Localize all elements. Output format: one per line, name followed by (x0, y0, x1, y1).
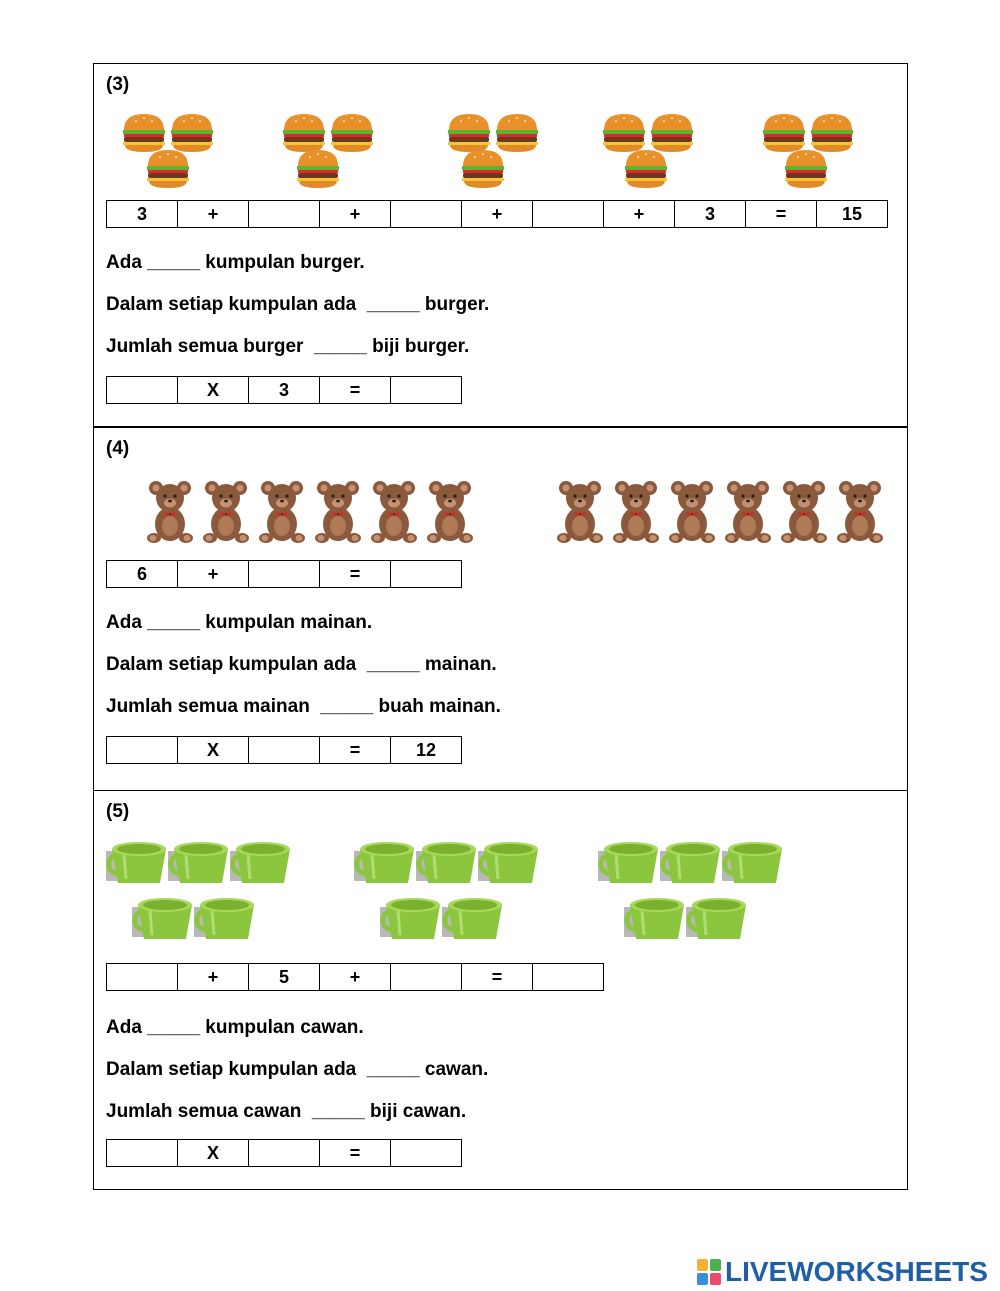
total-question: Jumlah semua mainan _____ buah mainan. (106, 696, 501, 717)
multiplication-answer-box[interactable] (390, 1139, 462, 1167)
addition-equation (106, 200, 888, 228)
addition-operator: + (177, 963, 249, 991)
addition-operator: + (603, 200, 675, 228)
teddy-bear-groups-image (146, 478, 906, 548)
addition-answer-box[interactable] (390, 200, 462, 228)
question-number: (3) (106, 74, 130, 95)
multiplication-answer-box[interactable] (390, 376, 462, 404)
burger-groups-image (122, 112, 882, 192)
addition-answer-box[interactable] (106, 963, 178, 991)
addition-cell: 3 (106, 200, 178, 228)
multiplication-equals: = (319, 376, 391, 404)
addition-cell: 6 (106, 560, 178, 588)
addition-cell: 5 (248, 963, 320, 991)
multiplication-equation (106, 736, 462, 764)
multiplication-result: 12 (390, 736, 462, 764)
logo-text: LIVEWORKSHEETS (725, 1256, 988, 1287)
per-group-question: Dalam setiap kumpulan ada _____ mainan. (106, 654, 497, 675)
question-number: (5) (106, 801, 130, 822)
logo-icon (697, 1259, 721, 1285)
per-group-question: Dalam setiap kumpulan ada _____ burger. (106, 294, 490, 315)
multiplication-cell: 3 (248, 376, 320, 404)
addition-total: 15 (816, 200, 888, 228)
question-4 (93, 427, 908, 791)
multiplication-answer-box[interactable] (106, 376, 178, 404)
multiplication-equals: = (319, 736, 391, 764)
multiplication-answer-box[interactable] (106, 736, 178, 764)
addition-answer-box[interactable] (248, 560, 320, 588)
multiplication-operator: X (177, 1139, 249, 1167)
addition-operator: + (177, 200, 249, 228)
addition-equation (106, 560, 462, 588)
groups-question: Ada _____ kumpulan cawan. (106, 1017, 364, 1038)
multiplication-operator: X (177, 736, 249, 764)
addition-equals: = (461, 963, 533, 991)
groups-question: Ada _____ kumpulan mainan. (106, 612, 373, 633)
question-5 (93, 790, 908, 1190)
addition-cell: 3 (674, 200, 746, 228)
liveworksheets-logo (697, 1256, 988, 1288)
addition-equals: = (745, 200, 817, 228)
addition-answer-box[interactable] (390, 963, 462, 991)
groups-question: Ada _____ kumpulan burger. (106, 252, 365, 273)
addition-answer-box[interactable] (390, 560, 462, 588)
question-number: (4) (106, 438, 130, 459)
addition-operator: + (319, 200, 391, 228)
question-3 (93, 63, 908, 427)
per-group-question: Dalam setiap kumpulan ada _____ cawan. (106, 1059, 489, 1080)
total-question: Jumlah semua cawan _____ biji cawan. (106, 1101, 467, 1122)
multiplication-equals: = (319, 1139, 391, 1167)
multiplication-operator: X (177, 376, 249, 404)
addition-operator: + (177, 560, 249, 588)
addition-equals: = (319, 560, 391, 588)
multiplication-equation (106, 1139, 462, 1167)
addition-equation (106, 963, 604, 991)
total-question: Jumlah semua burger _____ biji burger. (106, 336, 470, 357)
multiplication-answer-box[interactable] (248, 736, 320, 764)
multiplication-equation (106, 376, 462, 404)
addition-operator: + (461, 200, 533, 228)
multiplication-answer-box[interactable] (248, 1139, 320, 1167)
cup-groups-image (106, 833, 866, 953)
addition-answer-box[interactable] (248, 200, 320, 228)
addition-answer-box[interactable] (532, 963, 604, 991)
multiplication-answer-box[interactable] (106, 1139, 178, 1167)
addition-operator: + (319, 963, 391, 991)
addition-answer-box[interactable] (532, 200, 604, 228)
